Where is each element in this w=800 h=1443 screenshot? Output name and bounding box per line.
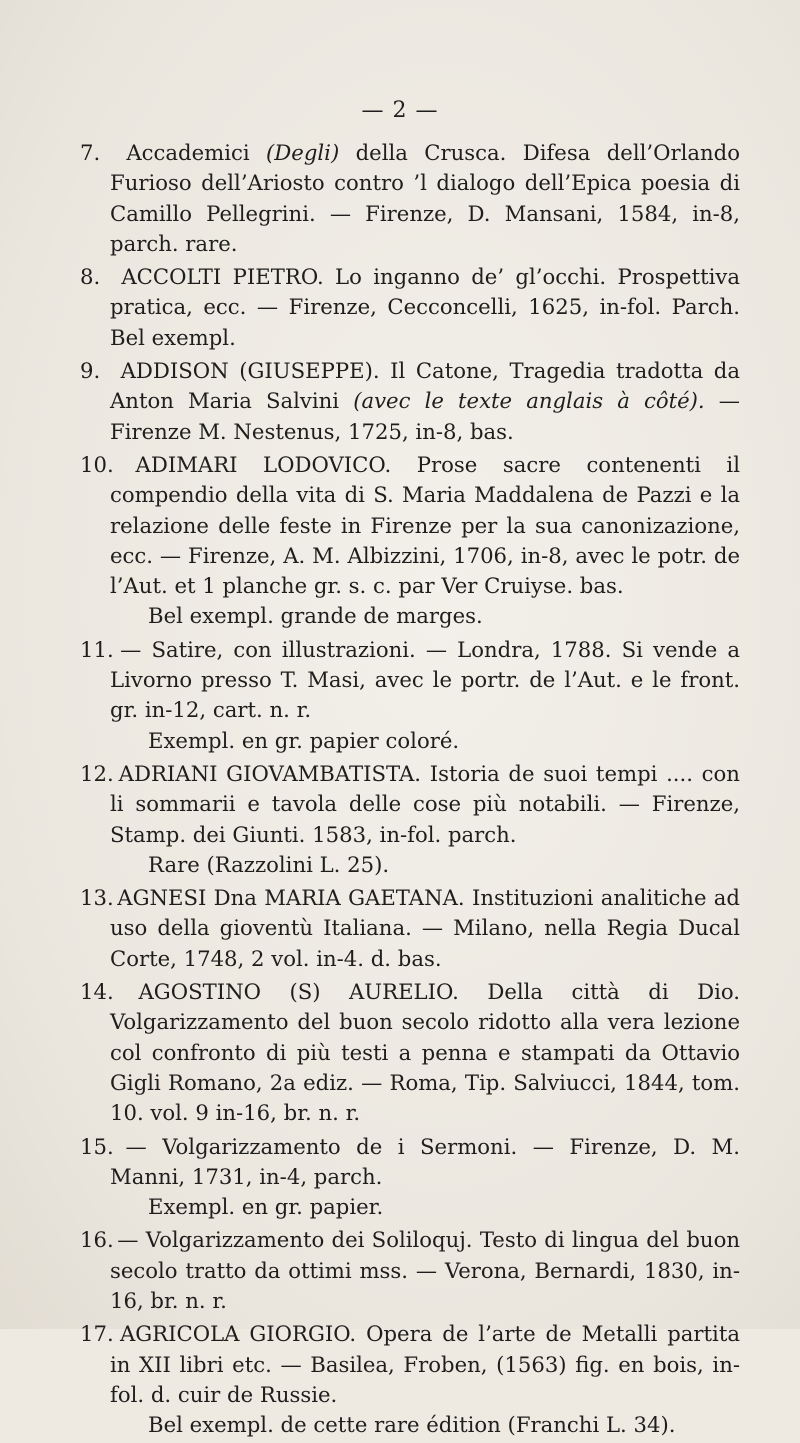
entry-heading-italic: (Degli) [266, 140, 340, 165]
entry-text: Volgarizzamento de i Sermoni. — Firenze, D. M. Manni, 1731, in-4, parch. [110, 1133, 740, 1189]
entry-heading: Accademici [126, 140, 250, 165]
catalogue-entry-9 [80, 356, 740, 447]
catalogue-entry-16 [80, 1225, 740, 1316]
catalogue-entry-7 [80, 138, 740, 259]
entry-heading: ADRIANI GIOVAMBATISTA. [118, 760, 422, 786]
entry-heading: — [125, 1133, 147, 1159]
entry-number: 8. [80, 264, 101, 290]
entry-text-after: — Firenze M. Nestenus, 1725, in-8, bas. [110, 388, 740, 444]
entry-number: 13. [80, 885, 114, 911]
entry-text: Istoria de suoi tempi .... con li sommarii e tavola delle cose più notabili. — Firenze, Stamp. dei Giunti. 1583, in-fol. parch. [110, 760, 740, 847]
entry-number: 14. [80, 979, 114, 1005]
catalogue-entry-11 [80, 635, 740, 756]
entry-number: 7. [80, 140, 101, 165]
entry-text-italic: (avec le texte anglais à côté). [353, 388, 705, 414]
entry-text: Instituzioni analitiche ad uso della gioventù Italiana. — Milano, nella Regia Ducal Corte, 1748, 2 vol. in-4. d. bas. [110, 885, 740, 971]
entry-heading: — [117, 1227, 139, 1253]
entry-heading: ADDISON (GIUSEPPE). [120, 358, 380, 384]
entry-text: Volgarizzamento dei Soliloquj. Testo di lingua del buon secolo tratto da ottimi mss. — Verona, Bernardi, 1830, in-16, br. n. r. [110, 1227, 740, 1313]
entry-text: Il Catone, Tragedia tradotta da Anton Maria Salvini [110, 358, 740, 414]
entry-heading: AGNESI Dna MARIA GAETANA. [117, 885, 465, 911]
entry-text: Opera de l’arte de Metalli partita in XII libri etc. — Basilea, Froben, (1563) fig. en bois, in-fol. d. cuir de Russie. [110, 1321, 740, 1407]
catalogue-entries [80, 138, 740, 1443]
entry-text: Della città di Dio. Volgarizzamento del buon secolo ridotto alla vera lezione col confronto di più testi a penna e stampati da Ottavio Gigli Romano, 2a ediz. — Roma, Tip. Salviucci, 1844, tom. 10. vol. 9 in-16, br. n. r. [110, 979, 740, 1126]
entry-note: Exempl. en gr. papier coloré. [148, 727, 460, 753]
entry-number: 17. [80, 1321, 114, 1347]
catalogue-entry-10 [80, 450, 740, 632]
entry-text: Prose sacre contenenti il compendio della vita di S. Maria Maddalena de Pazzi e la relazione delle feste in Firenze per la sua canonizazione, ecc. — Firenze, A. M. Albizzini, 1706, in-8, avec le potr. de l’Aut. et 1 planche gr. s. c. par Ver Cruiyse. bas. [110, 451, 740, 599]
entry-number: 15. [80, 1133, 114, 1159]
entry-heading: ADIMARI LODOVICO. [135, 451, 392, 477]
catalogue-entry-15 [80, 1132, 740, 1223]
entry-text: Lo inganno de’ gl’occhi. Prospettiva pratica, ecc. — Firenze, Cecconcelli, 1625, in-fol. Parch. Bel exempl. [110, 264, 740, 350]
page-number: — 2 — [361, 98, 439, 123]
catalogue-entry-8 [80, 262, 740, 353]
entry-note: Bel exempl. grande de marges. [148, 603, 483, 629]
catalogue-entry-14 [80, 977, 740, 1128]
entry-note: Rare (Razzolini L. 25). [148, 851, 390, 877]
catalogue-entry-13 [80, 883, 740, 974]
entry-number: 9. [80, 358, 101, 384]
entry-number: 12. [80, 760, 114, 786]
entry-text: della Crusca. Difesa dell’Orlando Furioso dell’Ariosto contro ’l dialogo dell’Epica poesia di Camillo Pellegrini. — Firenze, D. Mansani, 1584, in-8, parch. rare. [110, 140, 740, 256]
catalogue-entry-17 [80, 1319, 740, 1440]
entry-number: 16. [80, 1227, 114, 1253]
entry-note: Exempl. en gr. papier. [148, 1194, 384, 1220]
entry-number: 11. [80, 636, 114, 662]
entry-text: Satire, con illustrazioni. — Londra, 1788. Si vende a Livorno presso T. Masi, avec le portr. de l’Aut. e le front. gr. in-12, cart. n. r. [110, 636, 740, 723]
entry-number: 10. [80, 451, 114, 477]
entry-heading: AGOSTINO (S) AURELIO. [138, 979, 459, 1005]
entry-note: Bel exempl. de cette rare édition (Franchi L. 34). [148, 1412, 676, 1438]
catalogue-entry-12 [80, 759, 740, 880]
entry-heading: ACCOLTI PIETRO. [121, 264, 324, 290]
entry-heading: AGRICOLA GIORGIO. [119, 1321, 357, 1347]
entry-heading: — [120, 636, 142, 662]
